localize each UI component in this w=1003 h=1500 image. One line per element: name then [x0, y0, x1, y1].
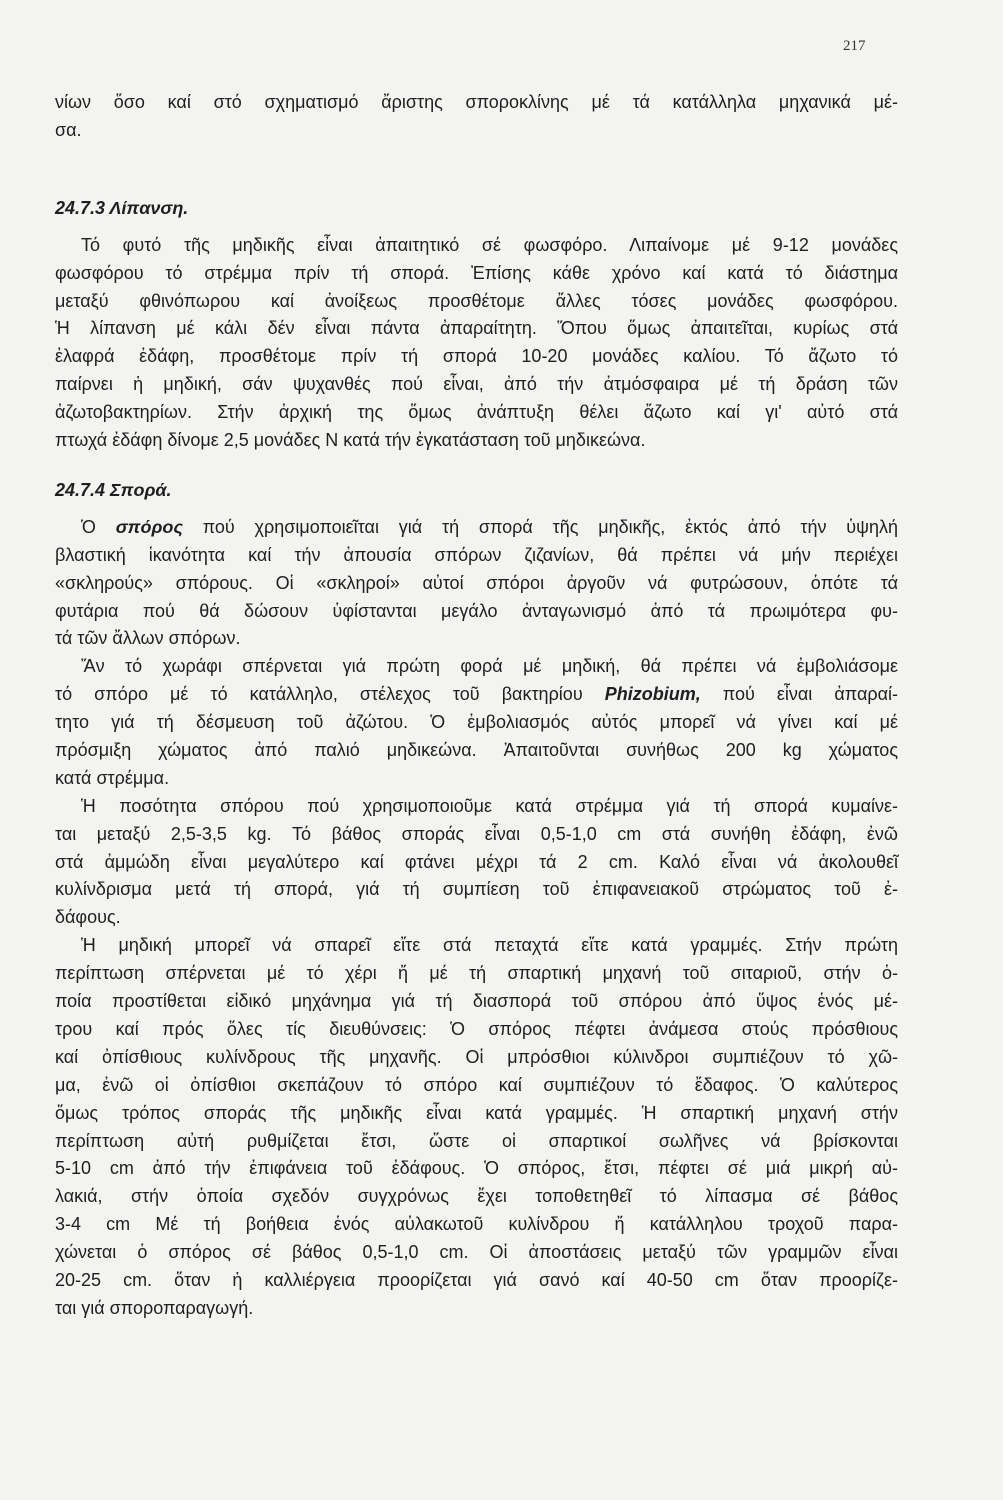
text-fragment: πού χρησιμοποιεῖται γιά τή σπορά τῆς μηδικῆς, ἐκτός ἀπό τήν ὑψηλή — [182, 516, 898, 537]
paragraph — [55, 653, 898, 792]
text-line: τά τῶν ἄλλων σπόρων. — [55, 628, 241, 649]
text-line: χώνεται ὁ σπόρος σέ βάθος 0,5-1,0 cm. Οἱ ἀποστάσεις μεταξύ τῶν γραμμῶν εἶναι — [55, 1242, 898, 1263]
text-line: μεταξύ φθινόπωρου καί ἀνοίξεως προσθέτομε ἄλλες τόσες μονάδες φωσφόρου. — [55, 290, 898, 311]
text-line: ποία προστίθεται εἰδικό μηχάνημα γιά τή διασπορά τοῦ σπόρου ἀπό ὕψος ἑνός μέ- — [55, 991, 898, 1012]
text-line: Ἄν τό χωράφι σπέρνεται γιά πρώτη φορά μέ μηδική, θά πρέπει νά ἐμβολιάσομε — [81, 656, 898, 677]
text-line: πρόσμιξη χώματος ἀπό παλιό μηδικεώνα. Ἀπαιτοῦνται συνήθως 200 kg χώματος — [55, 740, 898, 761]
page-number: 217 — [843, 38, 866, 54]
text-line: στά ἀμμώδη εἶναι μεγαλύτερο καί φτάνει μέχρι τά 2 cm. Καλό εἶναι νά ἀκολουθεῖ — [55, 851, 898, 872]
paragraph — [55, 89, 898, 145]
text-line: δάφους. — [55, 907, 121, 928]
text-line: φωσφόρου τό στρέμμα πρίν τή σπορά. Ἐπίσης κάθε χρόνο καί κατά τό διάστημα — [55, 262, 898, 283]
text-line: «σκληρούς» σπόρους. Οἱ «σκληροί» αὐτοί σπόροι ἀργοῦν νά φυτρώσουν, ὁπότε τά — [55, 572, 898, 593]
text-line: Ἡ λίπανση μέ κάλι δέν εἶναι πάντα ἀπαραίτητη. Ὅπου ὅμως ἀπαιτεῖται, κυρίως στά — [55, 318, 898, 339]
section-heading: 24.7.3 Λίπανση. — [55, 197, 189, 218]
section — [55, 476, 898, 1323]
text-line — [55, 681, 898, 709]
text-line: Τό φυτό τῆς μηδικῆς εἶναι ἀπαιτητικό σέ φωσφόρο. Λιπαίνομε μέ 9-12 μονάδες — [81, 234, 898, 255]
text-line: ὅμως τρόπος σποράς τῆς μηδικῆς εἶναι κατά γραμμές. Ἡ σπαρτική μηχανή στήν — [55, 1102, 898, 1123]
text-line: πτωχά ἐδάφη δίνομε 2,5 μονάδες Ν κατά τήν ἐγκατάσταση τοῦ μηδικεώνα. — [55, 430, 646, 451]
emphasized-term: σπόρος — [115, 516, 183, 537]
text-fragment: Ὁ — [81, 516, 116, 537]
paragraph — [55, 514, 898, 653]
text-line: κατά στρέμμα. — [55, 767, 170, 788]
text-line: Ἡ μηδική μπορεῖ νά σπαρεῖ εἴτε στά πεταχτά εἴτε κατά γραμμές. Στήν πρώτη — [81, 935, 898, 956]
text-line: περίπτωση σπέρνεται μέ τό χέρι ἤ μέ τή σπαρτική μηχανή τοῦ σιταριοῦ, στήν ὁ- — [55, 963, 898, 984]
paragraph — [55, 932, 898, 1322]
text-line: νίων ὅσο καί στό σχηματισμό ἄριστης σποροκλίνης μέ τά κατάλληλα μηχανικά μέ- — [55, 92, 898, 112]
text-line — [55, 514, 898, 542]
paragraph — [55, 232, 898, 455]
text-line: ται μεταξύ 2,5-3,5 kg. Τό βάθος σποράς εἶναι 0,5-1,0 cm στά συνήθη ἐδάφη, ἐνῶ — [55, 823, 898, 844]
text-line: καί ὀπίσθιους κυλίνδρους τῆς μηχανῆς. Οἱ μπρόσθιοι κύλινδροι συμπιέζουν τό χῶ- — [55, 1046, 898, 1067]
text-line: λακιά, στήν ὁποία σχεδόν συγχρόνως ἔχει τοποθετηθεῖ τό λίπασμα σέ βάθος — [55, 1186, 898, 1207]
text-line: ἀζωτοβακτηρίων. Στήν ἀρχική της ὅμως ἀνάπτυξη θέλει ἄζωτο καί γι' αὐτό στά — [55, 402, 898, 423]
text-line: 20-25 cm. ὅταν ἡ καλλιέργεια προορίζεται γιά σανό καί 40-50 cm ὅταν προορίζε- — [55, 1269, 898, 1290]
text-line: ται γιά σποροπαραγωγή. — [55, 1297, 254, 1318]
paragraph — [55, 793, 898, 932]
text-line: τητο γιά τή δέσμευση τοῦ ἀζώτου. Ὁ ἐμβολιασμός αὐτός μπορεῖ νά γίνει καί μέ — [55, 712, 898, 733]
text-fragment: πού εἶναι ἀπαραί- — [700, 684, 898, 705]
text-line: βλαστική ἱκανότητα καί τήν ἀπουσία σπόρων ζιζανίων, θά πρέπει νά μήν περιέχει — [55, 544, 898, 565]
text-line: κυλίνδρισμα μετά τή σπορά, γιά τή συμπίεση τοῦ ἐπιφανειακοῦ στρώματος τοῦ ἐ- — [55, 879, 898, 900]
text-line: περίπτωση αὐτή ρυθμίζεται ἔτσι, ὥστε οἱ σπαρτικοί σωλῆνες νά βρίσκονται — [55, 1130, 898, 1151]
section — [55, 194, 898, 455]
text-line: Ἡ ποσότητα σπόρου πού χρησιμοποιοῦμε κατά στρέμμα γιά τή σπορά κυμαίνε- — [81, 795, 898, 816]
text-line: 3-4 cm Μέ τή βοήθεια ἑνός αὐλακωτοῦ κυλίνδρου ἤ κατάλληλου τροχοῦ παρα- — [55, 1214, 898, 1235]
text-fragment: τό σπόρο μέ τό κατάλληλο, στέλεχος τοῦ βακτηρίου — [55, 684, 605, 705]
text-line: σα. — [55, 119, 82, 140]
text-line: φυτάρια πού θά δώσουν ὑφίστανται μεγάλο ἀνταγωνισμό ἀπό τά πρωιμότερα φυ- — [55, 600, 898, 621]
text-line: μα, ἐνῶ οἱ ὀπίσθιοι σκεπάζουν τό σπόρο καί συμπιέζουν τό ἔδαφος. Ὁ καλύτερος — [55, 1074, 898, 1095]
text-line: ἐλαφρά ἐδάφη, προσθέτομε πρίν τή σπορά 10-20 μονάδες καλίου. Τό ἄζωτο τό — [55, 346, 898, 367]
section-heading: 24.7.4 Σπορά. — [55, 479, 172, 500]
text-line: τρου καί πρός ὅλες τίς διευθύνσεις: Ὁ σπόρος πέφτει ἀνάμεσα στούς πρόσθιους — [55, 1018, 898, 1039]
page-body — [55, 89, 898, 1323]
text-line: παίρνει ἡ μηδική, σάν ψυχανθές πού εἶναι, ἀπό τήν ἀτμόσφαιρα μέ τή δράση τῶν — [55, 374, 898, 395]
text-line: 5-10 cm ἀπό τήν ἐπιφάνεια τοῦ ἐδάφους. Ὁ σπόρος, ἔτσι, πέφτει σέ μιά μικρή αὐ- — [55, 1158, 898, 1179]
emphasized-term: Phizobium, — [604, 684, 701, 705]
